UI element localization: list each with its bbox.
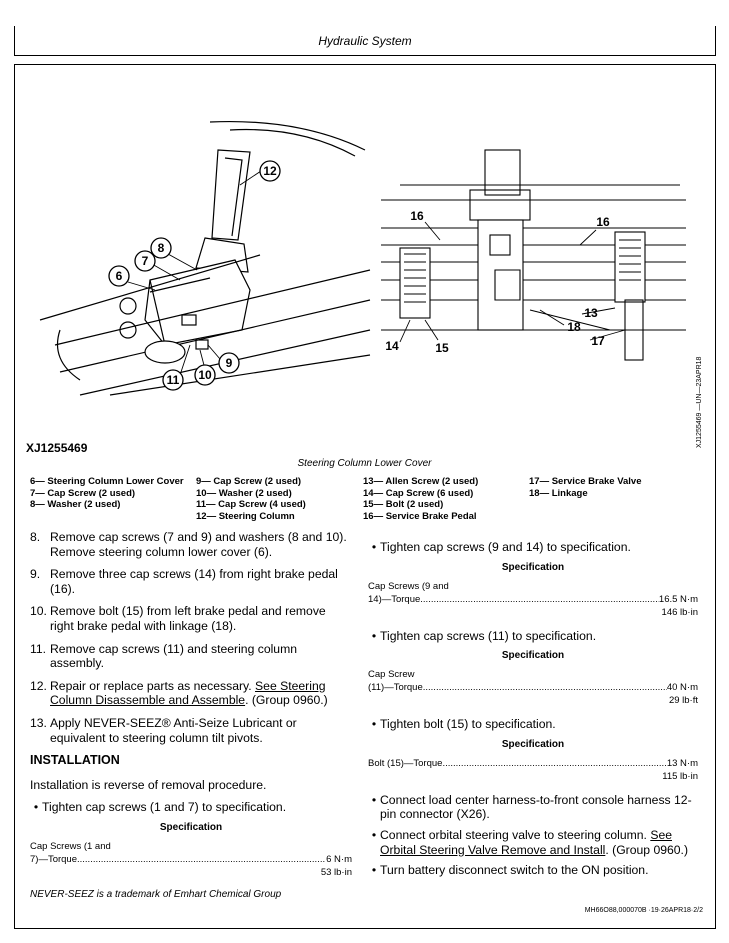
left-column [30, 530, 352, 889]
figure-side-code: XJ1255469 —UN—23APR18 [696, 356, 703, 448]
callout-7: 7 [141, 254, 149, 268]
legend-item: 11— Cap Screw (4 used) [196, 499, 306, 510]
callout-16-right: 16 [596, 215, 610, 229]
right-column [368, 540, 698, 884]
callout-13: 13 [584, 306, 598, 320]
legend-item: 6— Steering Column Lower Cover [30, 476, 184, 487]
callout-10: 10 [198, 368, 212, 382]
legend-item: 7— Cap Screw (2 used) [30, 487, 136, 499]
legend-item: 16— Service Brake Pedal [363, 510, 477, 522]
bullet-item: • Tighten cap screws (11) to specification. [371, 628, 597, 643]
legend-item: 8— Washer (2 used) [30, 499, 121, 510]
step-10: 10. Remove bolt (15) from left brake pedal and remove right brake pedal with linkage (18). [30, 604, 326, 633]
callout-12: 12 [263, 164, 277, 178]
step-8: 8. Remove cap screws (7 and 9) and washers (8 and 10). Remove steering column lower cover (6). [30, 530, 347, 559]
bullet-item: • Turn battery disconnect switch to the ON position. [371, 863, 649, 878]
installation-intro: Installation is reverse of removal procedure. [30, 777, 267, 792]
legend-item: 15— Bolt (2 used) [363, 499, 444, 510]
orbital-steering-valve-link[interactable]: See Orbital Steering Valve Remove and Install [380, 827, 672, 857]
legend-item: 9— Cap Screw (2 used) [196, 476, 302, 487]
callout-9: 9 [225, 356, 233, 370]
bullet-item: • Tighten bolt (15) to specification. [371, 717, 556, 732]
trademark-note: NEVER-SEEZ is a trademark of Emhart Chemical Group [30, 889, 282, 900]
spec-block: Specification Bolt (15)—Torque ..... 13 N·m 115 lb·in [368, 738, 698, 783]
callout-11: 11 [166, 373, 180, 387]
header-title: Hydraulic System [318, 33, 412, 48]
step-11: 11. Remove cap screws (11) and steering column assembly. [30, 641, 298, 671]
legend-item: 12— Steering Column [196, 510, 295, 522]
bullet-item: • Tighten cap screws (9 and 14) to specification. [371, 540, 631, 554]
step-13: 13. Apply NEVER-SEEZ® Anti-Seize Lubricant or equivalent to steering column tilt pivots. [30, 715, 297, 745]
legend-col-2 [196, 476, 306, 522]
step-12: 12. Repair or replace parts as necessary. See Steering Column Disassemble and Assemble. (Group 0960.) [30, 678, 328, 708]
document-id: MH66O88,000070B ·19·26APR18·2/2 [584, 907, 703, 914]
callout-6: 6 [115, 269, 123, 283]
legend-item: 10— Washer (2 used) [196, 487, 292, 499]
step-9: 9. Remove three cap screws (14) from right brake pedal (16). [30, 567, 338, 596]
legend-item: 17— Service Brake Valve [529, 476, 642, 487]
callout-16-left: 16 [410, 209, 424, 223]
bullet-item: • Connect load center harness-to-front console harness 12-pin connector (X26). [371, 792, 692, 822]
callout-17: 17 [591, 334, 605, 348]
legend-item: 14— Cap Screw (6 used) [363, 487, 474, 499]
spec-block: Specification Cap Screw (11)—Torque ..... 40 N·m 29 lb·ft [368, 649, 698, 707]
legend-item: 13— Allen Screw (2 used) [363, 476, 479, 487]
spec-block: Specification Cap Screws (1 and 7)—Torque ..... 6 N·m 53 lb·in [30, 821, 352, 879]
figure-caption: Steering Column Lower Cover [297, 458, 432, 469]
callout-18: 18 [567, 320, 581, 334]
legend-col-3 [363, 476, 478, 522]
spec-block: Specification Cap Screws (9 and 14)—Torque ..... 16.5 N·m 146 lb·in [368, 561, 698, 619]
figure-id: XJ1255469 [26, 441, 88, 455]
callout-14: 14 [385, 339, 399, 353]
callout-8: 8 [157, 241, 165, 255]
legend-col-1 [30, 476, 184, 511]
steering-column-disassemble-link[interactable]: See Steering Column Disassemble and Assemble [50, 678, 326, 708]
legend-item: 18— Linkage [529, 487, 588, 499]
installation-heading: INSTALLATION [30, 753, 120, 768]
legend-col-4 [529, 476, 642, 499]
bullet-item: • Tighten cap screws (1 and 7) to specification. [33, 800, 287, 815]
bullet-item: • Connect orbital steering valve to steering column. See Orbital Steering Valve Remove and Install. (Group 0960.) [371, 827, 689, 857]
callout-15: 15 [435, 341, 449, 355]
